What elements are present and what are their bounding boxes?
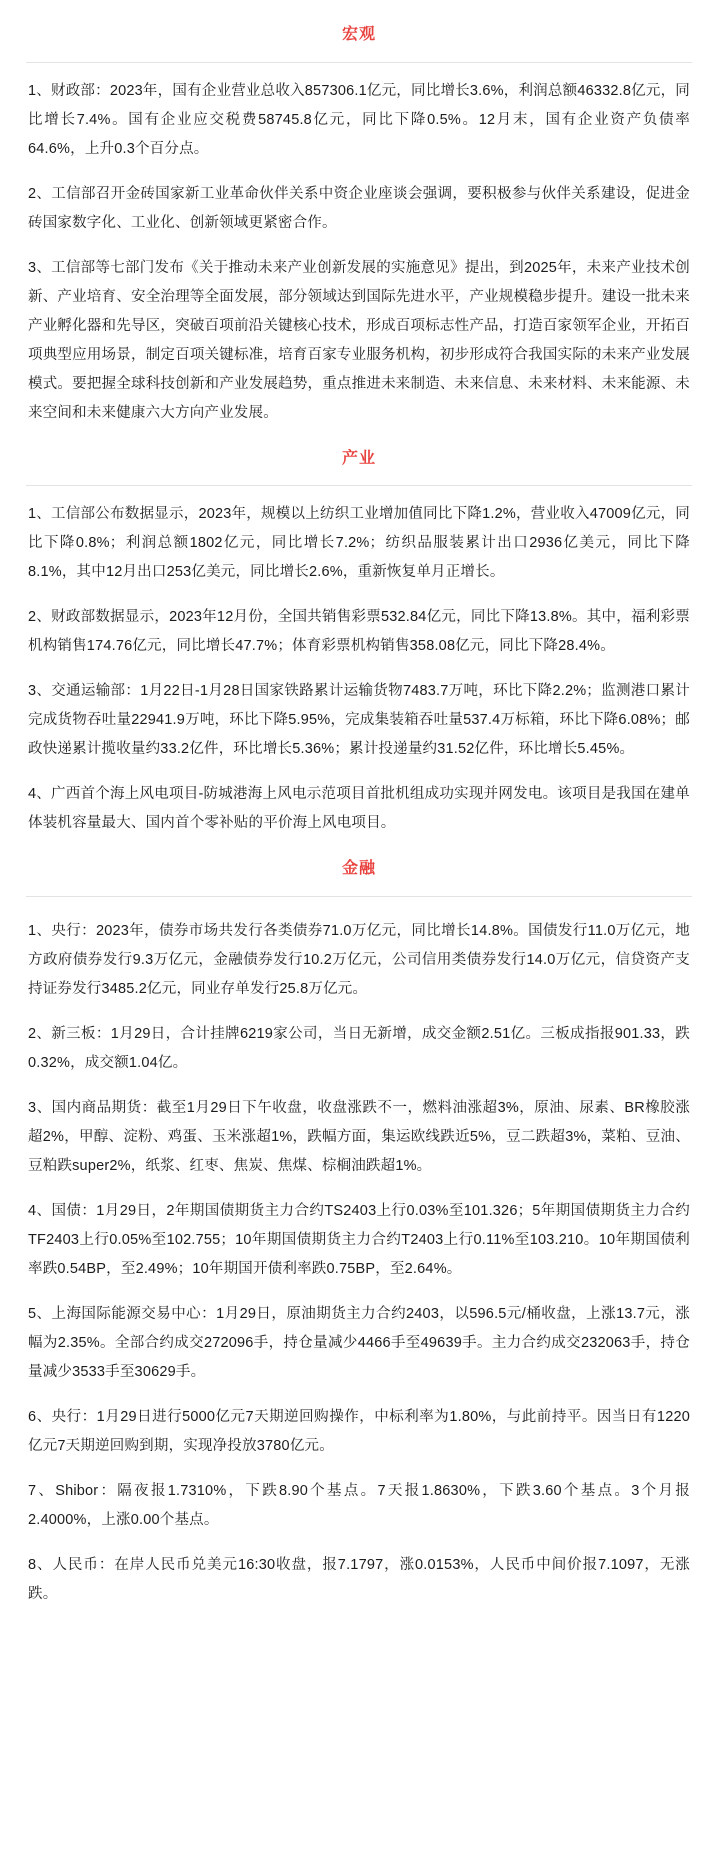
section-divider — [26, 62, 692, 63]
paragraph: 4、国债：1月29日，2年期国债期货主力合约TS2403上行0.03%至101.326；5年期国债期货主力合约TF2403上行0.05%至102.755；10年期国债期货主力合约T2403上行0.11%至103.210。10年期国债利率跌0.54BP，至2.49%；10年期国开债利率跌0.75BP，至2.64%。 — [28, 1202, 690, 1277]
section-divider — [26, 485, 692, 486]
paragraph: 1、财政部：2023年，国有企业营业总收入857306.1亿元，同比增长3.6%，利润总额46332.8亿元，同比增长7.4%。国有企业应交税费58745.8亿元，同比下降0.5%。12月末，国有企业资产负债率64.6%，上升0.3个百分点。 — [28, 82, 690, 157]
paragraph: 4、广西首个海上风电项目-防城港海上风电示范项目首批机组成功实现并网发电。该项目是我国在建单体装机容量最大、国内首个零补贴的平价海上风电项目。 — [28, 786, 690, 832]
paragraph: 7、Shibor：隔夜报1.7310%，下跌8.90个基点。7天报1.8630%，下跌3.60个基点。3个月报2.4000%，上涨0.00个基点。 — [28, 1482, 690, 1528]
section-heading-finance: 金融 — [341, 860, 376, 878]
section-divider — [26, 896, 692, 897]
section-body-industry — [26, 500, 692, 838]
paragraph: 2、新三板：1月29日，合计挂牌6219家公司，当日无新增，成交金额2.51亿。三板成指报901.33，跌0.32%，成交额1.04亿。 — [28, 1025, 690, 1071]
section-finance — [26, 856, 692, 1609]
section-spacer — [26, 838, 692, 856]
paragraph: 5、上海国际能源交易中心：1月29日，原油期货主力合约2403，以596.5元/桶收盘，上涨13.7元，涨幅为2.35%。全部合约成交272096手，持仓量减少4466手至49639手。主力合约成交232063手，持仓量减少3533手至30629手。 — [28, 1305, 690, 1380]
paragraph: 1、工信部公布数据显示，2023年，规模以上纺织工业增加值同比下降1.2%，营业收入47009亿元，同比下降0.8%；利润总额1802亿元，同比增长7.2%；纺织品服装累计出口2936亿美元，同比下降8.1%，其中12月出口253亿美元，同比增长2.6%，重新恢复单月正增长。 — [28, 506, 690, 581]
paragraph: 3、国内商品期货：截至1月29日下午收盘，收盘涨跌不一，燃料油涨超3%，原油、尿素、BR橡胶涨超2%，甲醇、淀粉、鸡蛋、玉米涨超1%，跌幅方面，集运欧线跌近5%，豆二跌超3%，菜粕、豆油、豆粕跌super2%，纸浆、红枣、焦炭、焦煤、棕榈油跌超1%。 — [28, 1099, 690, 1174]
paragraph: 2、财政部数据显示，2023年12月份，全国共销售彩票532.84亿元，同比下降13.8%。其中，福利彩票机构销售174.76亿元，同比增长47.7%；体育彩票机构销售358.08亿元，同比下降28.4%。 — [28, 609, 690, 655]
paragraph: 3、交通运输部：1月22日-1月28日国家铁路累计运输货物7483.7万吨，环比下降2.2%；监测港口累计完成货物吞吐量22941.9万吨，环比下降5.95%，完成集装箱吞吐量537.4万标箱，环比下降6.08%；邮政快递累计揽收量约33.2亿件，环比增长5.36%；累计投递量约31.52亿件，环比增长5.45%。 — [28, 683, 690, 758]
paragraph: 1、央行：2023年，债券市场共发行各类债券71.0万亿元，同比增长14.8%。国债发行11.0万亿元，地方政府债券发行9.3万亿元，金融债券发行10.2万亿元，公司信用类债券发行14.0万亿元，信贷资产支持证券发行3485.2亿元，同业存单发行25.8万亿元。 — [28, 922, 690, 997]
section-industry — [26, 446, 692, 839]
section-body-finance — [26, 917, 692, 1609]
paragraph: 6、央行：1月29日进行5000亿元7天期逆回购操作，中标利率为1.80%，与此前持平。因当日有1220亿元7天期逆回购到期，实现净投放3780亿元。 — [28, 1408, 690, 1454]
paragraph: 2、工信部召开金砖国家新工业革命伙伴关系中资企业座谈会强调，要积极参与伙伴关系建设，促进金砖国家数字化、工业化、创新领域更紧密合作。 — [28, 185, 690, 231]
section-macro — [26, 22, 692, 428]
paragraph: 3、工信部等七部门发布《关于推动未来产业创新发展的实施意见》提出，到2025年，未来产业技术创新、产业培育、安全治理等全面发展，部分领域达到国际先进水平，产业规模稳步提升。建设一批未来产业孵化器和先导区，突破百项前沿关键核心技术，形成百项标志性产品，打造百家领军企业，开拓百项典型应用场景，制定百项关键标准，培育百家专业服务机构，初步形成符合我国实际的未来产业发展模式。要把握全球科技创新和产业发展趋势，重点推进未来制造、未来信息、未来材料、未来能源、未来空间和未来健康六大方向产业发展。 — [28, 259, 690, 421]
section-heading-macro: 宏观 — [341, 26, 376, 43]
paragraph: 8、人民币：在岸人民币兑美元16:30收盘，报7.1797，涨0.0153%，人民币中间价报7.1097，无涨跌。 — [28, 1556, 690, 1602]
section-body-macro — [26, 77, 692, 428]
section-heading-industry: 产业 — [341, 449, 376, 467]
section-spacer — [26, 428, 692, 446]
